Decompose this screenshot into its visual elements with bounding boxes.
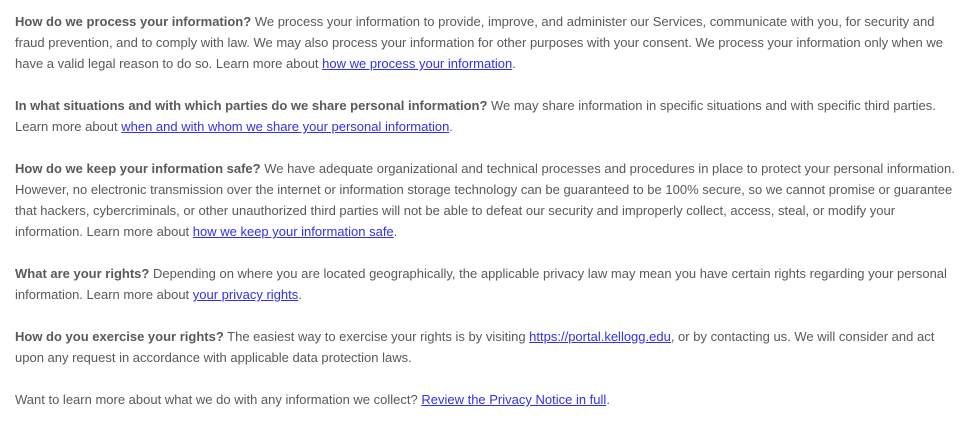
section-share-info	[15, 95, 961, 137]
footer-note	[15, 389, 961, 410]
section-text-after: .	[298, 287, 302, 302]
section-text-after: .	[449, 119, 453, 134]
section-text: We process your information to provide, improve, and administer our Services, communicate with you, for security and fraud prevention, and to comply with law. We may also process your information for other purposes with your consent. We process your information only when we have a valid legal reason to do so. Learn more about	[15, 14, 944, 71]
review-privacy-notice-link[interactable]: Review the Privacy Notice in full	[421, 392, 607, 407]
section-question: How do we process your information?	[15, 14, 252, 29]
section-keep-safe	[15, 158, 961, 242]
section-text: The easiest way to exercise your rights is by visiting	[223, 329, 530, 344]
portal-link[interactable]: https://portal.kellogg.edu	[529, 329, 671, 344]
section-process-info	[15, 11, 961, 74]
section-text-after: .	[393, 224, 398, 239]
section-text: Depending on where you are located geographically, the applicable privacy law may mean you have certain rights regarding your personal information. Learn more about	[15, 266, 947, 302]
section-rights	[15, 263, 961, 305]
section-text: We may share information in specific situations and with specific third parties. Learn more about	[15, 98, 936, 134]
learn-more-process-link[interactable]: how we process your information	[322, 56, 513, 71]
section-question: How do you exercise your rights?	[15, 329, 224, 344]
section-question: In what situations and with which parties do we share personal information?	[15, 98, 488, 113]
footer-text-after: .	[606, 392, 610, 407]
section-text-after: , or by contacting us. We will consider and act upon any request in accordance with applicable data protection laws.	[15, 329, 935, 365]
section-text: We have adequate organizational and technical processes and procedures in place to protect your personal information. However, no electronic transmission over the internet or information storage technology can be guaranteed to be 100% secure, so we cannot promise or guarantee that hackers, cybercriminals, or other unauthorized third parties will not be able to defeat our security and improperly collect, access, steal, or modify your information. Learn more about	[15, 161, 955, 239]
learn-more-safe-link[interactable]: how we keep your information safe	[192, 224, 394, 239]
footer-text: Want to learn more about what we do with any information we collect?	[15, 392, 422, 407]
section-question: How do we keep your information safe?	[15, 161, 261, 176]
section-exercise-rights	[15, 326, 961, 368]
learn-more-share-link[interactable]: when and with whom we share your personal information	[121, 119, 450, 134]
section-question: What are your rights?	[15, 266, 150, 281]
section-text-after: .	[512, 56, 516, 71]
learn-more-rights-link[interactable]: your privacy rights	[192, 287, 299, 302]
